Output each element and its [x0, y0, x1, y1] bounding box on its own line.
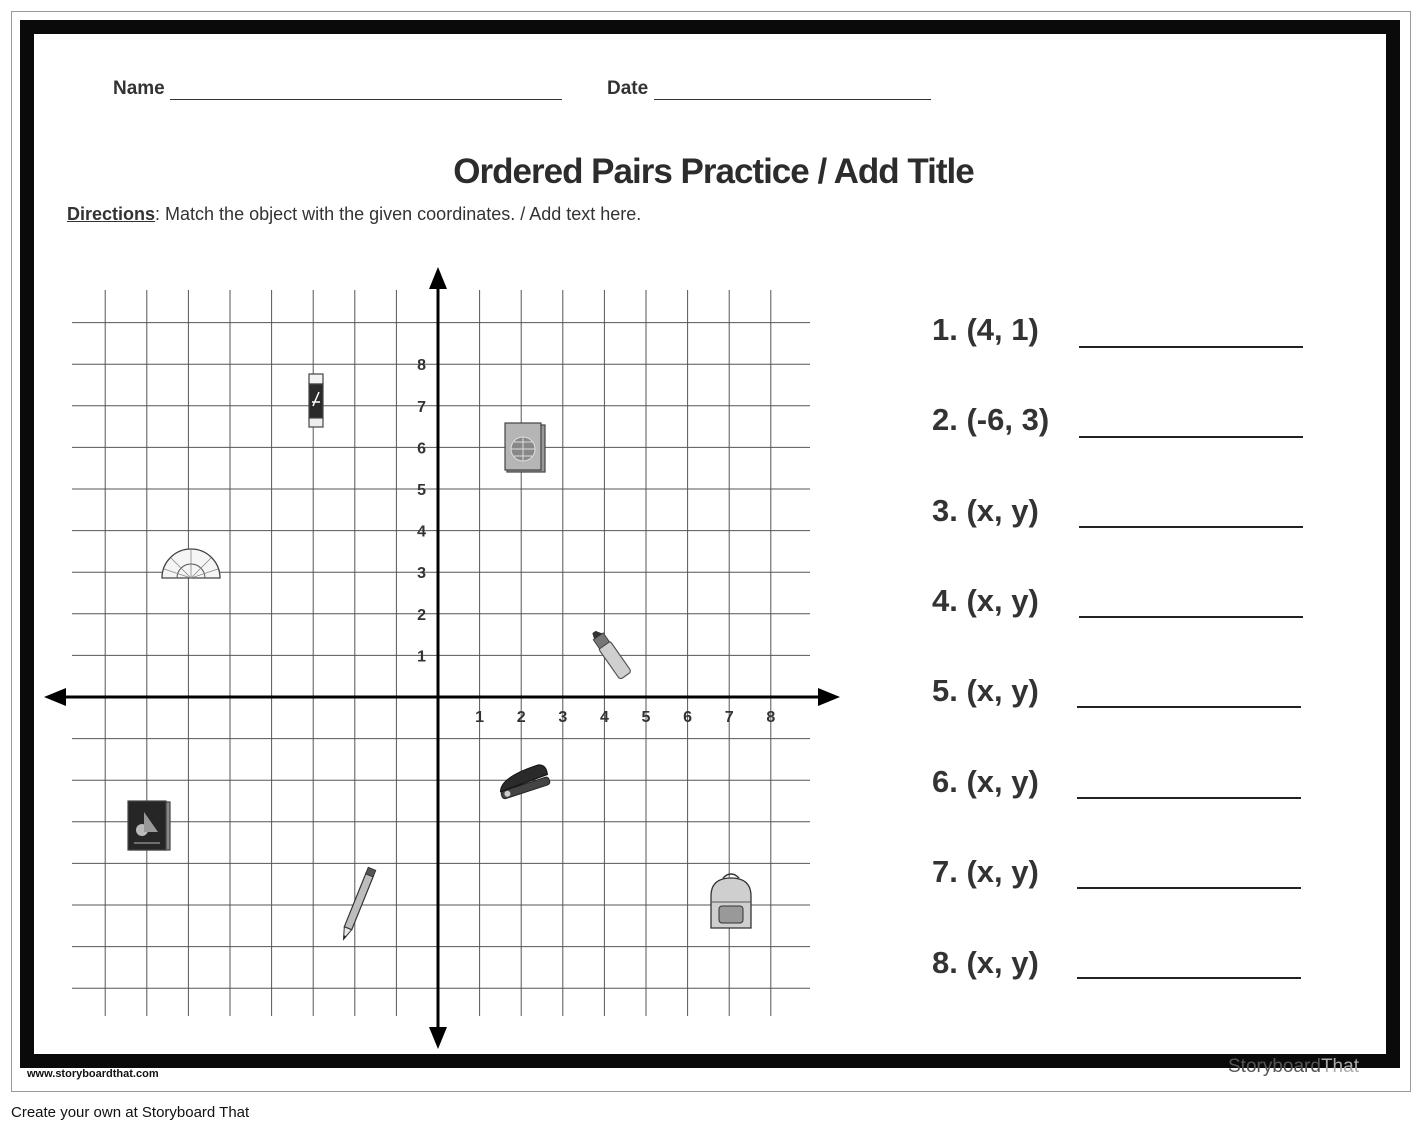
- y-tick-label: 3: [417, 565, 426, 583]
- x-tick-label: 5: [641, 709, 651, 726]
- question-5-answer-line[interactable]: [1077, 706, 1301, 708]
- directions-text: : Match the object with the given coordinates. / Add text here.: [155, 204, 642, 224]
- y-tick-label: 8: [417, 357, 426, 375]
- date-label: Date: [607, 78, 649, 99]
- question-4-answer-line[interactable]: [1079, 616, 1303, 618]
- credit-link[interactable]: Create your own at Storyboard That: [11, 1104, 250, 1121]
- brand-word-b: That: [1320, 1056, 1359, 1077]
- y-tick-label: 1: [417, 648, 426, 666]
- backpack-icon[interactable]: [711, 874, 751, 928]
- x-axis-right-arrow-icon: [818, 688, 840, 706]
- question-1-label: 1. (4, 1): [932, 312, 1039, 347]
- question-6-answer-line[interactable]: [1077, 797, 1301, 799]
- name-label: Name: [113, 78, 165, 99]
- x-tick-labels: [475, 709, 775, 726]
- page-title: Ordered Pairs Practice / Add Title: [453, 152, 974, 191]
- brand-word-a: Storyboard: [1228, 1056, 1321, 1077]
- question-4-label: 4. (x, y): [932, 583, 1039, 618]
- x-axis: [44, 688, 840, 706]
- question-7-label: 7. (x, y): [932, 854, 1039, 889]
- x-axis-left-arrow-icon: [44, 688, 66, 706]
- question-6-label: 6. (x, y): [932, 764, 1039, 799]
- question-3-label: 3. (x, y): [932, 493, 1039, 528]
- question-5-label: 5. (x, y): [932, 673, 1039, 708]
- geometry-book-icon[interactable]: [128, 801, 170, 850]
- x-tick-label: 8: [766, 709, 776, 726]
- storyboard-that-logo[interactable]: [1228, 1056, 1359, 1078]
- glue-stick-icon[interactable]: [309, 374, 323, 427]
- x-tick-label: 1: [475, 709, 485, 726]
- question-8-answer-line[interactable]: [1077, 977, 1301, 979]
- x-tick-label: 4: [599, 709, 609, 726]
- y-tick-label: 5: [417, 482, 426, 499]
- y-tick-label: 7: [417, 398, 426, 416]
- question-3-answer-line[interactable]: [1079, 526, 1303, 528]
- y-tick-label: 2: [417, 606, 426, 624]
- y-tick-label: 4: [417, 523, 426, 541]
- directions-label: Directions: [67, 204, 156, 224]
- protractor-icon[interactable]: [162, 549, 220, 578]
- question-8-label: 8. (x, y): [932, 945, 1039, 980]
- question-2-answer-line[interactable]: [1079, 436, 1303, 438]
- question-2-label: 2. (-6, 3): [932, 402, 1050, 437]
- question-7-answer-line[interactable]: [1077, 887, 1301, 889]
- x-tick-label: 7: [724, 709, 734, 726]
- grid-lines: [72, 290, 810, 1016]
- y-axis-bottom-arrow-icon: [429, 1027, 447, 1049]
- stapler-icon[interactable]: [496, 763, 551, 799]
- highlighter-icon[interactable]: [589, 627, 631, 679]
- question-1-answer-line[interactable]: [1079, 346, 1303, 348]
- y-tick-labels: [417, 357, 426, 665]
- y-axis-top-arrow-icon: [429, 267, 447, 289]
- x-tick-label: 3: [558, 709, 568, 726]
- y-axis: [429, 267, 447, 1049]
- x-tick-label: 2: [516, 709, 526, 726]
- globe-book-icon[interactable]: [505, 423, 545, 472]
- y-tick-label: 6: [417, 440, 426, 458]
- x-tick-label: 6: [683, 709, 693, 726]
- pencil-icon[interactable]: [340, 867, 376, 940]
- footer-url[interactable]: www.storyboardthat.com: [27, 1068, 159, 1080]
